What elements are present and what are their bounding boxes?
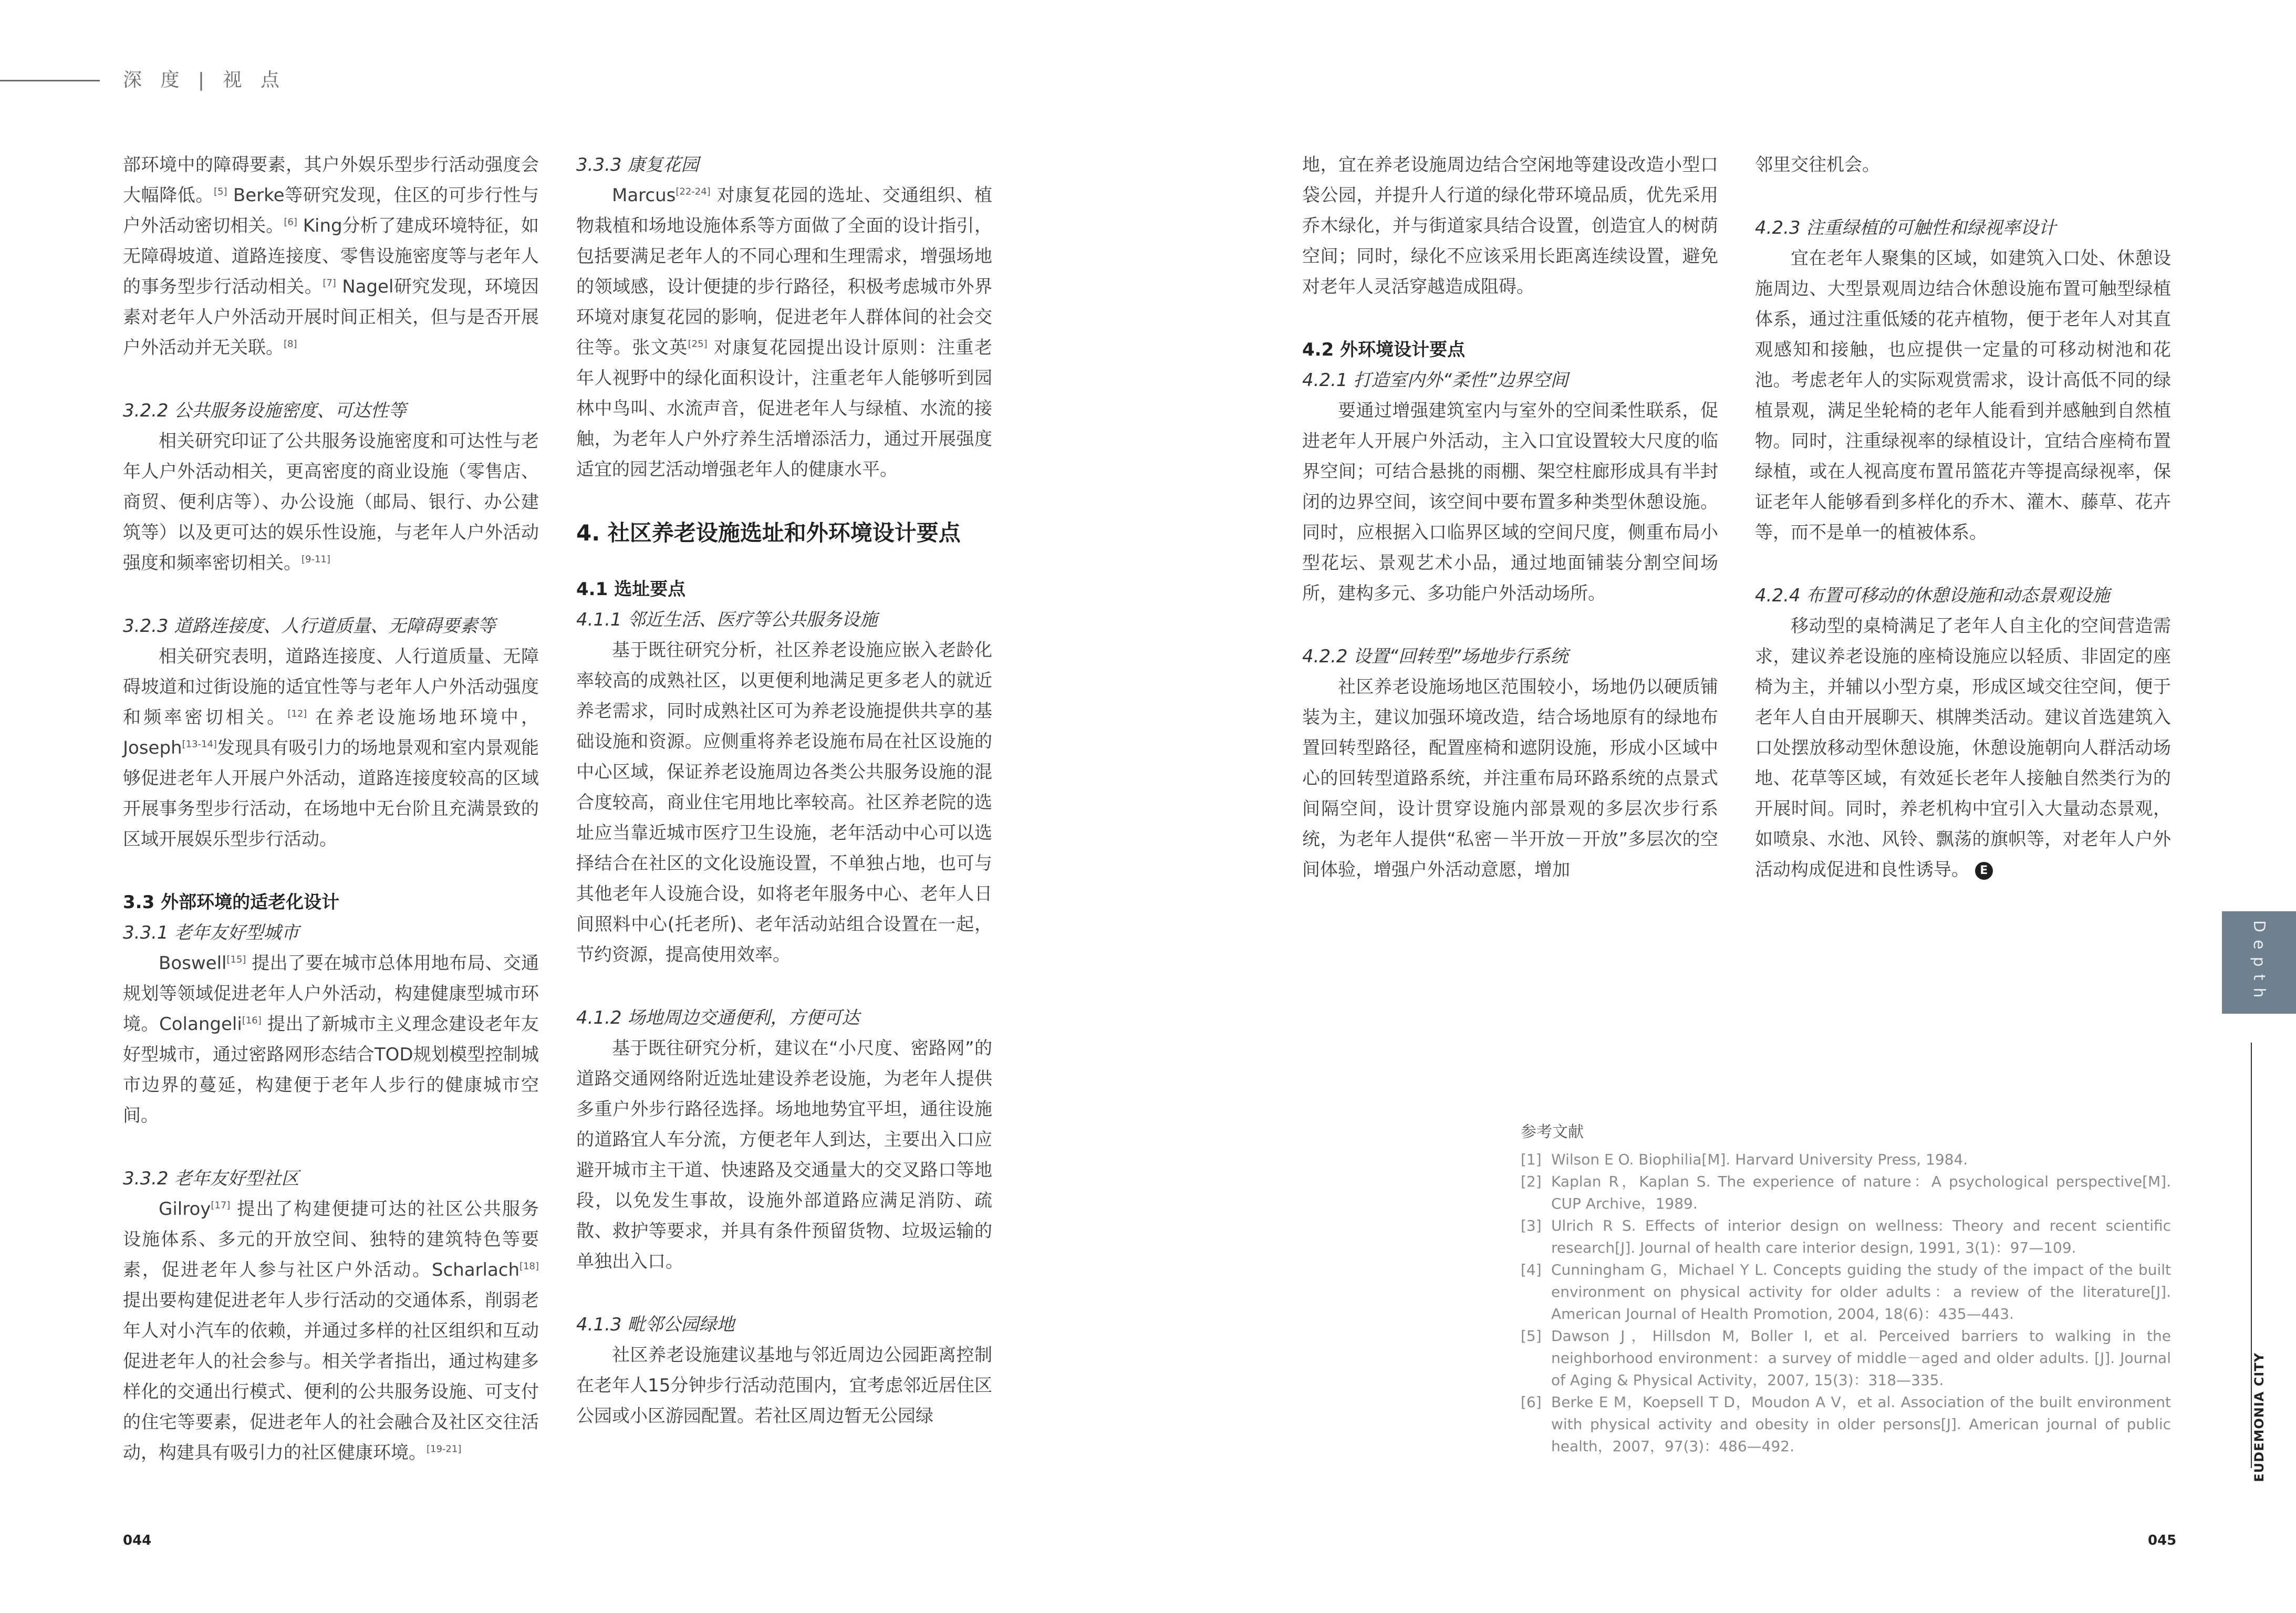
paragraph: 邻里交往机会。: [1755, 154, 1880, 175]
subheading: 3.2.3 道路连接度、人行道质量、无障碍要素等: [123, 616, 496, 637]
header-rule: [0, 80, 100, 81]
subheading: 3.3.2 老年友好型社区: [123, 1168, 299, 1189]
subheading: 4.1.2 场地周边交通便利，方便可达: [576, 1007, 860, 1028]
paragraph: 相关研究表明，道路连接度、人行道质量、无障碍坡道和过街设施的适宜性等与老年人户外活动强度和频率密切相关。[12] 在养老设施场地环境中，Joseph[13-14]发现具有吸引力的场地景观和室内景观能够促进老年人开展户外活动，道路连接度较高的区域开展事务型步行活动，在场地中无台阶且充满景致的区域开展娱乐型步行活动。: [123, 646, 539, 850]
paragraph: 社区养老设施场地区范围较小，场地仍以硬质铺装为主，建议加强环境改造，结合场地原有的绿地布置回转型路径，配置座椅和遮阴设施，形成小区域中心的回转型道路系统，并注重布局环路系统的点景式间隔空间，设计贯穿设施内部景观的多层次步行系统，为老年人提供“私密－半开放－开放”多层次的空间体验，增强户外活动意愿，增加: [1302, 677, 1718, 880]
section-tab: [2222, 911, 2296, 1014]
paragraph: 地，宜在养老设施周边结合空闲地等建设改造小型口袋公园，并提升人行道的绿化带环境品质，优先采用乔木绿化，并与街道家具结合设置，创造宜人的树荫空间；同时，绿化不应该采用长距离连续设置，避免对老年人灵活穿越造成阻碍。: [1302, 154, 1718, 297]
magazine-brand: EUDEMONIA CITY: [2252, 1352, 2267, 1482]
reference-item: [1521, 1171, 2171, 1215]
text-column-4: [1755, 150, 2171, 885]
paragraph: 相关研究印证了公共服务设施密度和可达性与老年人户外活动相关，更高密度的商业设施（零售店、商贸、便利店等）、办公设施（邮局、银行、办公建筑等）以及更可达的娱乐性设施，与老年人户外活动强度和频率密切相关。[9-11]: [123, 431, 539, 574]
reference-number: [4]: [1521, 1261, 1542, 1278]
paragraph: Boswell[15] 提出了要在城市总体用地布局、交通规划等领域促进老年人户外活动，构建健康型城市环境。Colangeli[16] 提出了新城市主义理念建设老年友好型城市，通过密路网形态结合TOD规划模型控制城市边界的蔓延，构建便于老年人步行的健康城市空间。: [123, 953, 539, 1126]
subheading: 3.3.3 康复花园: [576, 154, 699, 175]
reference-item: [1521, 1325, 2171, 1391]
subheading: 4.2.1 打造室内外“柔性”边界空间: [1302, 370, 1568, 391]
reference-number: [5]: [1521, 1327, 1542, 1345]
chapter-heading: 4. 社区养老设施选址和外环境设计要点: [576, 520, 961, 546]
reference-number: [2]: [1521, 1173, 1542, 1190]
paragraph: 基于既往研究分析，建议在“小尺度、密路网”的道路交通网络附近选址建设养老设施，为老年人提供多重户外步行路径选择。场地地势宜平坦，通往设施的道路宜人车分流，方便老年人到达，主要出入口应避开城市主干道、快速路及交通量大的交叉路口等地段，以免发生事故，设施外部道路应满足消防、疏散、救护等要求，并具有条件预留货物、垃圾运输的单独出入口。: [576, 1038, 992, 1272]
paragraph: 宜在老年人聚集的区域，如建筑入口处、休憩设施周边、大型景观周边结合休憩设施布置可触型绿植体系，通过注重低矮的花卉植物，便于老年人对其直观感知和接触，也应提供一定量的可移动树池和花池。考虑老年人的实际观赏需求，设计高低不同的绿植景观，满足坐轮椅的老年人能看到并感触到自然植物。同时，注重绿视率的绿植设计，宜结合座椅布置绿植，或在人视高度布置吊篮花卉等提高绿视率，保证老年人能够看到多样化的乔木、灌木、藤草、花卉等，而不是单一的植被体系。: [1755, 248, 2171, 543]
reference-number: [6]: [1521, 1393, 1542, 1411]
page-number-left: 044: [123, 1533, 152, 1548]
subheading: 4.2.3 注重绿植的可触性和绿视率设计: [1755, 217, 2056, 238]
reference-text: Berke E M，Koepsell T D，Moudon A V，et al. Association of the built environment with physical activity and obesity in older persons[J]. American journal of public health，2007，97(3)：486—492.: [1551, 1393, 2171, 1455]
reference-text: Cunningham G，Michael Y L. Concepts guiding the study of the impact of the built environment on physical activity for older adults：a review of the literature[J]. American Journal of Health Promotion, 2004, 18(6)：435—443.: [1551, 1261, 2171, 1323]
subheading: 3.3.1 老年友好型城市: [123, 922, 299, 943]
section-heading: 4.1 选址要点: [576, 579, 686, 600]
page-number-right: 045: [2148, 1533, 2177, 1548]
section-tab-label: Depth: [2250, 920, 2268, 1005]
paragraph: Marcus[22-24] 对康复花园的选址、交通组织、植物栽植和场地设施体系等方面做了全面的设计指引，包括要满足老年人的不同心理和生理需求，增强场地的领域感，设计便捷的步行路径，积极考虑城市外界环境对康复花园的影响，促进老年人群体间的社会交往等。张文英[25] 对康复花园提出设计原则：注重老年人视野中的绿化面积设计，注重老年人能够听到园林中鸟叫、水流声音，促进老年人与绿植、水流的接触，为老年人户外疗养生活增添活力，通过开展强度适宜的园艺活动增强老年人的健康水平。: [576, 185, 992, 480]
end-of-article-mark: E: [1975, 862, 1993, 880]
subheading: 4.2.4 布置可移动的休憩设施和动态景观设施: [1755, 585, 2110, 606]
subheading: 4.1.3 毗邻公园绿地: [576, 1314, 735, 1335]
references-title: 参考文献: [1521, 1123, 1584, 1141]
text-column-3: [1302, 150, 1718, 885]
subheading: 4.1.1 邻近生活、医疗等公共服务设施: [576, 609, 878, 630]
paragraph: 要通过增强建筑室内与室外的空间柔性联系，促进老年人开展户外活动，主入口宜设置较大尺度的临界空间；可结合悬挑的雨棚、架空柱廊形成具有半封闭的边界空间，该空间中要布置多种类型休憩设施。同时，应根据入口临界区域的空间尺度，侧重布局小型花坛、景观艺术小品，通过地面铺装分割空间场所，建构多元、多功能户外活动场所。: [1302, 400, 1718, 604]
text-column-1: [123, 150, 539, 1468]
reference-number: [1]: [1521, 1151, 1542, 1168]
subheading: 4.2.2 设置“回转型”场地步行系统: [1302, 646, 1568, 667]
section-label: 深 度 | 视 点: [123, 69, 286, 91]
reference-text: Kaplan R，Kaplan S. The experience of nature：A psychological perspective[M]. CUP Archive，1989.: [1551, 1173, 2171, 1212]
paragraph: 社区养老设施建议基地与邻近周边公园距离控制在老年人15分钟步行活动范围内，宜考虑邻近居住区公园或小区游园配置。若社区周边暂无公园绿: [576, 1345, 992, 1427]
reference-text: Wilson E O. Biophilia[M]. Harvard University Press, 1984.: [1551, 1151, 1968, 1168]
reference-item: [1521, 1391, 2171, 1458]
reference-text: Ulrich R S. Effects of interior design on wellness: Theory and recent scientific research[J]. Journal of health care interior design, 1991, 3(1)：97—109.: [1551, 1217, 2171, 1256]
reference-item: [1521, 1149, 2171, 1171]
paragraph: Gilroy[17] 提出了构建便捷可达的社区公共服务设施体系、多元的开放空间、独特的建筑特色等要素，促进老年人参与社区户外活动。Scharlach[18] 提出要构建促进老年人步行活动的交通体系，削弱老年人对小汽车的依赖，并通过多样的社区组织和互动促进老年人的社会参与。相关学者指出，通过构建多样化的交通出行模式、便利的公共服务设施、可支付的住宅等要素，促进老年人的社会融合及社区交往活动，构建具有吸引力的社区健康环境。[19-21]: [123, 1199, 539, 1463]
paragraph-text: 移动型的桌椅满足了老年人自主化的空间营造需求，建议养老设施的座椅设施应以轻质、非固定的座椅为主，并辅以小型方桌，形成区域交往空间，便于老年人自由开展聊天、棋牌类活动。建议首选建筑入口处摆放移动型休憩设施，休憩设施朝向人群活动场地、花草等区域，有效延长老年人接触自然类行为的开展时间。同时，养老机构中宜引入大量动态景观，如喷泉、水池、风铃、飘荡的旗帜等，对老年人户外活动构成促进和良性诱导。: [1755, 616, 2171, 880]
reference-text: Dawson J，Hillsdon M, Boller I, et al. Perceived barriers to walking in the neighborhood environment：a survey of middle－aged and older adults. [J]. Journal of Aging & Physical Activity，2007, 15(3)：318—335.: [1551, 1327, 2171, 1389]
reference-item: [1521, 1259, 2171, 1325]
section-heading: 4.2 外环境设计要点: [1302, 339, 1466, 360]
paragraph: [1755, 611, 2171, 885]
text-column-2: [576, 150, 992, 1431]
paragraph: 部环境中的障碍要素，其户外娱乐型步行活动强度会大幅降低。[5] Berke等研究发现，住区的可步行性与户外活动密切相关。[6] King分析了建成环境特征，如无障碍坡道、道路连接度、零售设施密度等与老年人的事务型步行活动相关。[7] Nagel研究发现，环境因素对老年人户外活动开展时间正相关，但与是否开展户外活动并无关联。[8]: [123, 154, 539, 358]
reference-number: [3]: [1521, 1217, 1542, 1234]
references: [1521, 1121, 2171, 1458]
subheading: 3.2.2 公共服务设施密度、可达性等: [123, 400, 407, 421]
section-heading: 3.3 外部环境的适老化设计: [123, 892, 340, 913]
paragraph: 基于既往研究分析，社区养老设施应嵌入老龄化率较高的成熟社区，以更便利地满足更多老人的就近养老需求，同时成熟社区可为养老设施提供共享的基础设施和资源。应侧重将养老设施布局在社区设施的中心区域，保证养老设施周边各类公共服务设施的混合度较高，商业住宅用地比率较高。社区养老院的选址应当靠近城市医疗卫生设施，老年活动中心可以选择结合在社区的文化设施设置，不单独占地，也可与其他老年人设施合设，如将老年服务中心、老年人日间照料中心(托老所)、老年活动站组合设置在一起，节约资源，提高使用效率。: [576, 640, 992, 965]
reference-item: [1521, 1215, 2171, 1259]
